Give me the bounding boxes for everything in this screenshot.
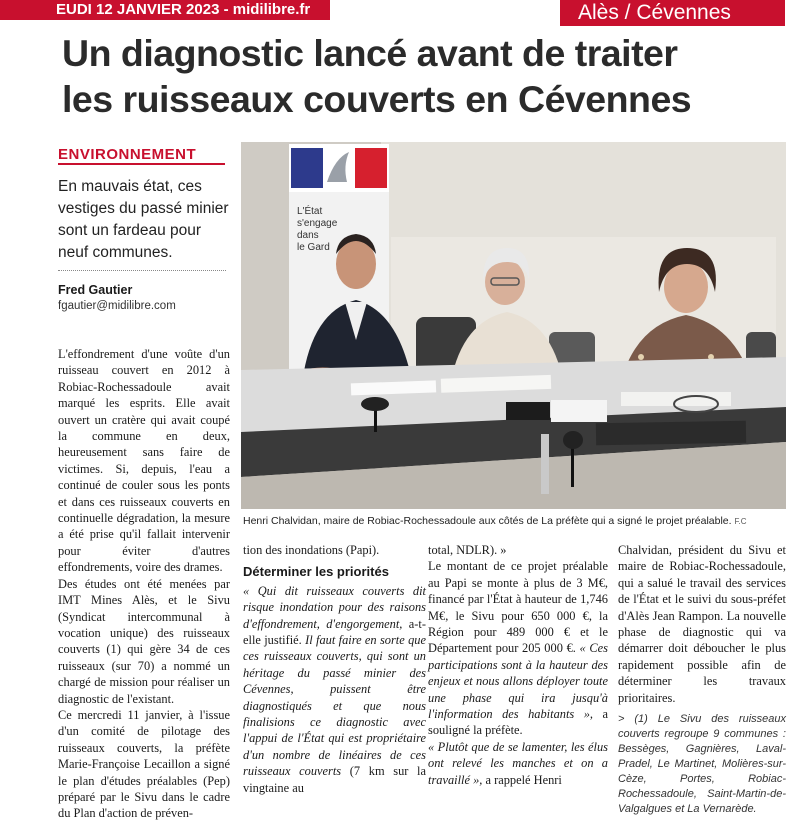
body-paragraph (243, 583, 426, 796)
footnote-text: (1) Le Sivu des ruisseaux couverts regroupe 9 communes : Bessèges, Gagnières, Laval-Pradel, Le Martinet, Molières-sur-Cèze, Portes, Robiac-Rochessadoule, Saint-Martin-de-Valgalgues et La Vernarède. (618, 713, 786, 816)
banner-text-1: L'État (297, 206, 323, 217)
photo-credit: F.C (734, 517, 747, 526)
body-paragraph: L'effondrement d'une voûte d'un ruisseau couvert en 2012 à Robiac-Rochessadoule avait marqué les esprits. Elle avait ouvert un cratère qui avait coupé la commune en deux, heureusement sans faire de victimes. Si, depuis, l'eau a continué de couler sous les ponts et dans ces ruisseaux couverts en continuelle dégradation, la mesure a été prise qu'il fallait intervenir pour éviter d'autres effondrements, voire des drames. (58, 347, 230, 575)
subheading: Déterminer les priorités (243, 564, 389, 580)
header-bar (0, 0, 800, 24)
footnote-mark: > (618, 713, 635, 726)
author-name: Fred Gautier (58, 283, 133, 297)
banner-text-4: le Gard (297, 242, 330, 253)
body-paragraph: Des études ont été menées par IMT Mines Alès, et le Sivu (Syndicat intercommunal à vocation unique) des ruisseaux couverts (1) qui gère 34 de ces ruisseaux (sur 70) a nommé un chargé de mission pour réaliser un diagnostic de l'existant. (58, 576, 230, 706)
body-text: a rappelé Henri (482, 772, 562, 787)
quote: « Ces participations sont à la hauteur des enjeux et nous allons déployer toute une phase qui ira jusqu'à l'information des habitants », (428, 641, 608, 722)
photo-illustration (241, 142, 786, 509)
footnote (618, 712, 786, 817)
body-paragraph: Ce mercredi 11 janvier, à l'issue d'un comité de pilotage des ruisseaux couverts, la préfète Marie-Françoise Lecaillon a signé le plan d'études préalables (Pep) préparé par le Sivu dans le cadre du Plan d'action de préven- (58, 707, 230, 821)
caption-text: Henri Chalvidan, maire de Robiac-Rochessadoule aux côtés de La préfète qui a signé le projet préalable. (243, 515, 732, 527)
body-paragraph: tion des inondations (Papi). (243, 543, 380, 557)
banner-text-2: s'engage (297, 218, 338, 229)
body-text: a souligné la préfète. (428, 707, 608, 738)
quote: « Plutôt que de se lamenter, les élus ont relevé les manches et on a travaillé », (428, 739, 608, 787)
body-column-3 (428, 542, 608, 788)
headline (62, 30, 797, 122)
body-text: Le montant de ce projet préalable au Papi se monte à plus de 3 M€, financé par l'État à hauteur de 1,746 M€, le Sivu pour 650 000 €, la Région pour 489 000 € et le Département pour 205 000 €. (428, 559, 608, 656)
banner-text-3: dans (297, 230, 319, 241)
attribution: a-t-elle justifié. (243, 616, 426, 648)
body-column-2 (243, 542, 426, 796)
section-kicker: ENVIRONNEMENT (58, 146, 197, 163)
body-paragraph: total, NDLR). » (428, 543, 507, 557)
body-paragraph (428, 558, 608, 738)
header-date: EUDI 12 JANVIER 2023 - midilibre.fr (0, 0, 330, 20)
kicker-rule (58, 163, 225, 165)
headline-line-2: les ruisseaux couverts en Cévennes (62, 78, 692, 120)
headline-line-1: Un diagnostic lancé avant de traiter (62, 32, 678, 74)
header-section: Alès / Cévennes (560, 0, 785, 26)
quote: Il faut faire en sorte que ces ruisseaux couverts, qui sont un héritage du passé minier des Cévennes, puissent être diagnostiqués et que nous finalisions ce diagnostic avec l'appui de l'État qui est propriétaire d'un nombre de linéaires de ces ruisseaux couverts (243, 633, 426, 779)
lead-divider (58, 270, 226, 271)
author-email[interactable]: fgautier@midilibre.com (58, 300, 176, 312)
body-paragraph (428, 739, 608, 788)
conference-table (241, 357, 786, 509)
body-paragraph: Chalvidan, président du Sivu et maire de Robiac-Rochessadoule, qui a salué le travail des services de l'État et le suivi du sous-préfet d'Alès Jean Rampon. La nouvelle phase de diagnostic qui va démarrer doit déboucher le plus rapidement possible afin de déterminer les travaux prioritaires. (618, 543, 786, 705)
article-photo (241, 142, 786, 509)
body-column-1 (58, 346, 230, 822)
body-text: (7 km sur la vingtaine au (243, 764, 426, 795)
lead-paragraph: En mauvais état, ces vestiges du passé minier sont un fardeau pour neuf communes. (58, 178, 229, 261)
quote: « Qui dit ruisseaux couverts dit risque inondation pour des raisons d'effondrement, d'engorgement, (243, 583, 426, 631)
body-column-4 (618, 542, 786, 817)
photo-caption (243, 515, 788, 527)
